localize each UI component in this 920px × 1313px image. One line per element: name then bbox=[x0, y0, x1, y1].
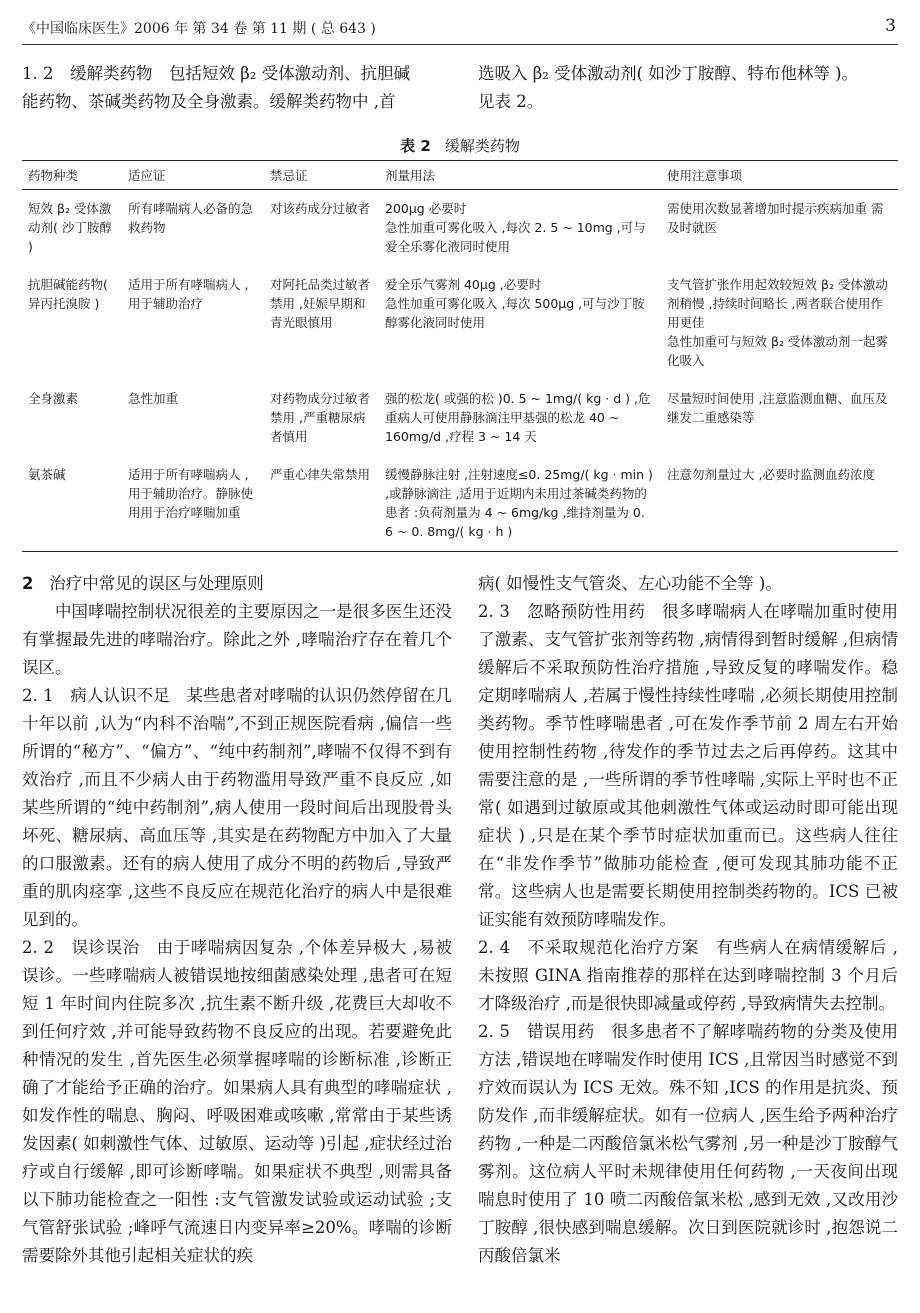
paragraph: 中国哮喘控制状况很差的主要原因之一是很多医生还没有掌握最先进的哮喘治疗。除此之外 ,哮喘治疗存在着几个误区。 bbox=[22, 602, 452, 677]
table-cell: 全身激素 bbox=[28, 391, 79, 406]
table-cell bbox=[661, 266, 898, 380]
table-row bbox=[22, 266, 898, 380]
section-heading bbox=[22, 570, 452, 598]
table-cell: 对药物成分过敏者禁用 ,严重糖尿病者慎用 bbox=[270, 391, 371, 444]
cell-line: 注意勿剂量过大 ,必要时监测血药浓度 bbox=[667, 467, 875, 482]
table-cell bbox=[379, 190, 661, 267]
table-cell: 对该药成分过敏者 bbox=[270, 201, 371, 216]
cell-line: 爱全乐气雾剂 40μg ,必要时 bbox=[385, 277, 542, 292]
table-row bbox=[22, 190, 898, 267]
cell-line: 尽量短时间使用 ,注意监测血糖、血压及继发二重感染等 bbox=[667, 391, 888, 425]
table-header-row bbox=[22, 161, 898, 190]
table-title: 缓解类药物 bbox=[444, 137, 520, 155]
text-line: 选吸入 β₂ 受体激动剂( 如沙丁胺醇、特布他林等 )。 bbox=[478, 64, 859, 83]
body-left-column bbox=[22, 570, 452, 1270]
text-line: 能药物、茶碱类药物及全身激素。缓解类药物中 ,首 bbox=[22, 92, 396, 111]
table-cell bbox=[379, 380, 661, 456]
table-cell: 氨茶碱 bbox=[22, 456, 122, 552]
paragraph: 2. 3 忽略预防性用药 很多哮喘病人在哮喘加重时使用了激素、支气管扩张剂等药物 ,病情得到暂时缓解 ,但病情缓解后不采取预防性治疗措施 ,导致反复的哮喘发作。稳定期哮喘病人 ,若属于慢性持续性哮喘 ,必须长期使用控制类药物。季节性哮喘患者 ,可在发作季节前 2 周左右开始使用控制性药物 ,待发作的季节过去之后再停药。这其中需要注意的是 ,一些所谓的季节性哮喘 ,实际上平时也不正常( 如遇到过敏原或其他刺激性气体或运动时即可能出现症状 ) ,只是在某个季节时症状加重而已。这些病人往往在“非发作季节”做肺功能检查 ,便可发现其肺功能不正常。这些病人也是需要长期使用控制类药物的。ICS 已被证实能有效预防哮喘发作。 bbox=[478, 602, 898, 929]
text-line: 1. 2 缓解类药物 包括短效 β₂ 受体激动剂、抗胆碱 bbox=[22, 64, 411, 83]
section-number: 2 bbox=[22, 574, 34, 593]
table-cell: 急性加重 bbox=[128, 391, 179, 406]
cell-line: 急性加重可与短效 β₂ 受体激动剂一起雾化吸入 bbox=[667, 334, 888, 368]
cell-line: 强的松龙( 或强的松 )0. 5 ~ 1mg/( kg · d ) ,危重病人可使用静脉滴注甲基强的松龙 40 ~ 160mg/d ,疗程 3 ~ 14 天 bbox=[385, 391, 651, 444]
column-header: 药物种类 bbox=[22, 161, 122, 190]
table-cell: 严重心律失常禁用 bbox=[264, 456, 379, 552]
page-number: 3 bbox=[885, 16, 896, 36]
cell-line: 缓慢静脉注射 ,注射速度≤0. 25mg/( kg · min ) ,或静脉滴注 ,适用于近期内未用过茶碱类药物的患者 :负荷剂量为 4 ~ 6mg/kg ,维持剂量为 0. 6 ~ 0. 8mg/( kg · h ) bbox=[385, 467, 653, 539]
table-cell bbox=[379, 456, 661, 552]
column-header: 禁忌证 bbox=[264, 161, 379, 190]
top-right-text bbox=[478, 60, 898, 116]
running-header bbox=[22, 18, 898, 44]
text-line: 见表 2。 bbox=[478, 92, 544, 111]
paragraph: 病( 如慢性支气管炎、左心功能不全等 )。 bbox=[478, 574, 782, 593]
cell-line: 需使用次数显著增加时提示疾病加重 需及时就医 bbox=[667, 201, 884, 235]
cell-line: 支气管扩张作用起效较短效 β₂ 受体激动剂稍慢 ,持续时间略长 ,两者联合使用作用更佳 bbox=[667, 277, 888, 330]
table-row bbox=[22, 456, 898, 552]
top-left-text bbox=[22, 60, 452, 116]
cell-line: 急性加重可雾化吸入 ,每次 500μg ,可与沙丁胺醇雾化液同时使用 bbox=[385, 296, 645, 330]
journal-citation: 《中国临床医生》2006 年 第 34 卷 第 11 期 ( 总 643 ) bbox=[22, 21, 376, 37]
table-cell: 适用于所有哮喘病人 ,用于辅助治疗 bbox=[128, 277, 249, 311]
table-cell: 对阿托品类过敏者禁用 ,妊娠早期和青光眼慎用 bbox=[270, 277, 371, 330]
paragraph: 2. 4 不采取规范化治疗方案 有些病人在病情缓解后 ,未按照 GINA 指南推荐的那样在达到哮喘控制 3 个月后才降级治疗 ,而是很快即减量或停药 ,导致病情失去控制。 bbox=[478, 938, 898, 1013]
paragraph: 2. 1 病人认识不足 某些患者对哮喘的认识仍然停留在几十年以前 ,认为“内科不治喘”,不到正规医院看病 ,偏信一些所谓的“秘方”、“偏方”、“纯中药制剂”,哮喘不仅得不到有效治疗 ,而且不少病人由于药物滥用导致严重不良反应 ,如某些所谓的“纯中药制剂”,病人使用一段时间后出现股骨头坏死、糖尿病、高血压等 ,其实是在药物配方中加入了大量的口服激素。还有的病人使用了成分不明的药物后 ,导致严重的肌肉痉挛 ,这些不良反应在规范化治疗的病人中是很难见到的。 bbox=[22, 686, 452, 929]
cell-line: 急性加重可雾化吸入 ,每次 2. 5 ~ 10mg ,可与爱全乐雾化液同时使用 bbox=[385, 220, 646, 254]
table-caption bbox=[0, 135, 920, 156]
body-right-column bbox=[478, 570, 898, 1270]
section-title: 治疗中常见的误区与处理原则 bbox=[49, 574, 264, 593]
table-cell: 抗胆碱能药物( 异丙托溴胺 ) bbox=[28, 277, 108, 311]
table-cell bbox=[661, 190, 898, 267]
table-number: 表 2 bbox=[400, 137, 431, 155]
header-rule bbox=[22, 44, 898, 45]
table-cell: 所有哮喘病人必备的急救药物 bbox=[128, 201, 254, 235]
table-cell bbox=[379, 266, 661, 380]
drug-table bbox=[22, 160, 898, 552]
cell-line: 200μg 必要时 bbox=[385, 201, 467, 216]
paragraph: 2. 2 误诊误治 由于哮喘病因复杂 ,个体差异极大 ,易被误诊。一些哮喘病人被错误地按细菌感染处理 ,患者可在短短 1 年时间内住院多次 ,抗生素不断升级 ,花费巨大却收不到任何疗效 ,并可能导致药物不良反应的出现。若要避免此种情况的发生 ,首先医生必须掌握哮喘的诊断标准 ,诊断正确了才能给予正确的治疗。如果病人具有典型的哮喘症状 ,如发作性的喘息、胸闷、呼吸困难或咳嗽 ,常常由于某些诱发因素( 如刺激性气体、过敏原、运动等 )引起 ,症状经过治疗或自行缓解 ,即可诊断哮喘。如果症状不典型 ,则需具备以下肺功能检查之一阳性 :支气管激发试验或运动试验 ;支气管舒张试验 ;峰呼气流速日内变异率≥20%。哮喘的诊断需要除外其他引起相关症状的疾 bbox=[22, 938, 452, 1265]
column-header: 适应证 bbox=[122, 161, 264, 190]
table-cell bbox=[661, 380, 898, 456]
column-header: 使用注意事项 bbox=[661, 161, 898, 190]
table-row bbox=[22, 380, 898, 456]
paragraph: 2. 5 错误用药 很多患者不了解哮喘药物的分类及使用方法 ,错误地在哮喘发作时使用 ICS ,且常因当时感觉不到疗效而误认为 ICS 无效。殊不知 ,ICS 的作用是抗炎、预防发作 ,而非缓解症状。如有一位病人 ,医生给予两种治疗药物 ,一种是二丙酸倍氯米松气雾剂 ,另一种是沙丁胺醇气雾剂。这位病人平时未规律使用任何药物 ,一天夜间出现喘息时使用了 10 喷二丙酸倍氯米松 ,感到无效 ,又改用沙丁胺醇 ,很快感到喘息缓解。次日到医院就诊时 ,抱怨说二丙酸倍氯米 bbox=[478, 1022, 898, 1265]
column-header: 剂量用法 bbox=[379, 161, 661, 190]
table-cell bbox=[661, 456, 898, 552]
table-cell: 适用于所有哮喘病人 ,用于辅助治疗。静脉使用用于治疗哮喘加重 bbox=[122, 456, 264, 552]
table-cell: 短效 β₂ 受体激动剂( 沙丁胺醇 ) bbox=[28, 201, 112, 254]
